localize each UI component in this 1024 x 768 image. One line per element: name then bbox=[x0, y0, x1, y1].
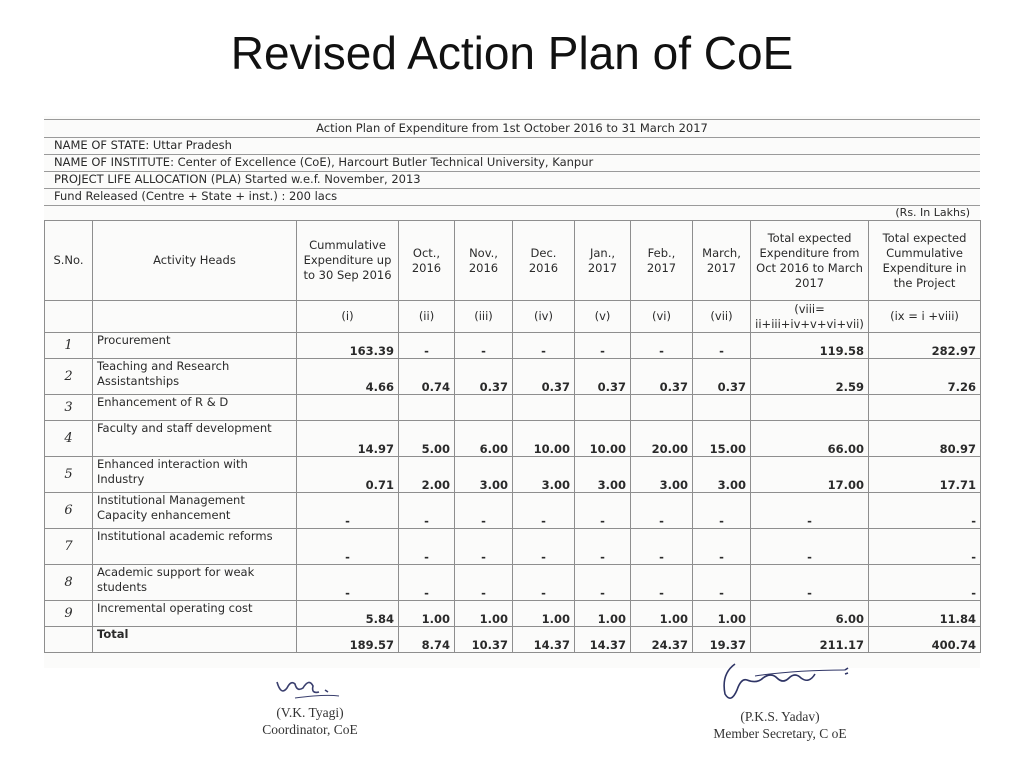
sub-sno bbox=[45, 301, 93, 333]
cell-total-cum: 7.26 bbox=[869, 359, 981, 395]
sub-dec: (iv) bbox=[513, 301, 575, 333]
col-jan: Jan., 2017 bbox=[575, 221, 631, 301]
cell-total-exp: - bbox=[751, 529, 869, 565]
total-row bbox=[45, 627, 981, 653]
row-activity: Incremental operating cost bbox=[93, 601, 297, 627]
table-row bbox=[45, 457, 981, 493]
cell-mar: - bbox=[693, 493, 751, 529]
row-activity: Academic support for weak students bbox=[93, 565, 297, 601]
cell-total-exp: 66.00 bbox=[751, 421, 869, 457]
cell-dec: - bbox=[513, 529, 575, 565]
cell-total-cum bbox=[869, 395, 981, 421]
cell-cum: 5.84 bbox=[297, 601, 399, 627]
cell-nov: - bbox=[455, 333, 513, 359]
sub-total-cum: (ix = i +viii) bbox=[869, 301, 981, 333]
cell-nov bbox=[455, 395, 513, 421]
cell-cum bbox=[297, 395, 399, 421]
total-label: Total bbox=[93, 627, 297, 653]
cell-jan bbox=[575, 395, 631, 421]
state-line bbox=[44, 137, 980, 155]
sub-nov: (iii) bbox=[455, 301, 513, 333]
cell-total-cum: - bbox=[869, 565, 981, 601]
cell-cum: 0.71 bbox=[297, 457, 399, 493]
total-cum: 189.57 bbox=[297, 627, 399, 653]
cell-total-exp: - bbox=[751, 565, 869, 601]
cell-cum: - bbox=[297, 565, 399, 601]
sub-feb: (vi) bbox=[631, 301, 693, 333]
document-heading-text: Action Plan of Expenditure from 1st October 2016 to 31 March 2017 bbox=[316, 121, 708, 135]
cell-mar: - bbox=[693, 565, 751, 601]
cell-nov: 0.37 bbox=[455, 359, 513, 395]
cell-jan: 0.37 bbox=[575, 359, 631, 395]
cell-oct: 0.74 bbox=[399, 359, 455, 395]
col-oct: Oct., 2016 bbox=[399, 221, 455, 301]
row-sno: 5 bbox=[45, 457, 93, 493]
cell-jan: 1.00 bbox=[575, 601, 631, 627]
cell-jan: 3.00 bbox=[575, 457, 631, 493]
cell-nov: - bbox=[455, 493, 513, 529]
cell-jan: - bbox=[575, 493, 631, 529]
cell-feb: 20.00 bbox=[631, 421, 693, 457]
col-feb: Feb., 2017 bbox=[631, 221, 693, 301]
row-activity: Institutional Management Capacity enhancement bbox=[93, 493, 297, 529]
cell-cum: 14.97 bbox=[297, 421, 399, 457]
scanned-document bbox=[44, 116, 980, 668]
signature-scribble-right bbox=[695, 658, 865, 708]
sub-mar: (vii) bbox=[693, 301, 751, 333]
cell-dec: 10.00 bbox=[513, 421, 575, 457]
cell-dec: - bbox=[513, 565, 575, 601]
cell-oct: 1.00 bbox=[399, 601, 455, 627]
row-activity: Teaching and Research Assistantships bbox=[93, 359, 297, 395]
cell-cum: - bbox=[297, 529, 399, 565]
cell-mar: 15.00 bbox=[693, 421, 751, 457]
cell-feb bbox=[631, 395, 693, 421]
fund-line bbox=[44, 188, 980, 206]
institute-line bbox=[44, 154, 980, 172]
col-mar: March, 2017 bbox=[693, 221, 751, 301]
state-text: NAME OF STATE: Uttar Pradesh bbox=[54, 138, 232, 152]
cell-total-exp: 2.59 bbox=[751, 359, 869, 395]
cell-total-cum: - bbox=[869, 529, 981, 565]
cell-total-cum: 17.71 bbox=[869, 457, 981, 493]
cell-dec: - bbox=[513, 333, 575, 359]
cell-mar: - bbox=[693, 529, 751, 565]
table-row bbox=[45, 395, 981, 421]
row-activity: Procurement bbox=[93, 333, 297, 359]
cell-oct: - bbox=[399, 529, 455, 565]
cell-oct: - bbox=[399, 333, 455, 359]
subheader-row bbox=[45, 301, 981, 333]
slide-title: Revised Action Plan of CoE bbox=[230, 27, 794, 79]
cell-total-exp: 119.58 bbox=[751, 333, 869, 359]
cell-mar: 3.00 bbox=[693, 457, 751, 493]
total-dec: 14.37 bbox=[513, 627, 575, 653]
cell-nov: - bbox=[455, 565, 513, 601]
cell-cum: - bbox=[297, 493, 399, 529]
table-row bbox=[45, 359, 981, 395]
row-sno: 3 bbox=[45, 395, 93, 421]
cell-mar: 1.00 bbox=[693, 601, 751, 627]
sub-total-exp: (viii= ii+iii+iv+v+vi+vii) bbox=[751, 301, 869, 333]
col-nov: Nov., 2016 bbox=[455, 221, 513, 301]
cell-total-cum: 80.97 bbox=[869, 421, 981, 457]
cell-jan: - bbox=[575, 333, 631, 359]
total-oct: 8.74 bbox=[399, 627, 455, 653]
pla-text: PROJECT LIFE ALLOCATION (PLA) Started w.e.f. November, 2013 bbox=[54, 172, 421, 186]
cell-jan: 10.00 bbox=[575, 421, 631, 457]
institute-text: NAME OF INSTITUTE: Center of Excellence (CoE), Harcourt Butler Technical University, Kanpur bbox=[54, 155, 594, 169]
cell-feb: 3.00 bbox=[631, 457, 693, 493]
sub-oct: (ii) bbox=[399, 301, 455, 333]
row-sno: 4 bbox=[45, 421, 93, 457]
cell-oct: - bbox=[399, 493, 455, 529]
sub-activity bbox=[93, 301, 297, 333]
row-activity: Institutional academic reforms bbox=[93, 529, 297, 565]
cell-feb: 0.37 bbox=[631, 359, 693, 395]
signature-block-right bbox=[680, 658, 880, 742]
cell-total-exp bbox=[751, 395, 869, 421]
signatory-right-title: Member Secretary, C oE bbox=[713, 726, 847, 741]
cell-nov: 6.00 bbox=[455, 421, 513, 457]
table-row bbox=[45, 529, 981, 565]
cell-dec bbox=[513, 395, 575, 421]
total-feb: 24.37 bbox=[631, 627, 693, 653]
cell-feb: 1.00 bbox=[631, 601, 693, 627]
cell-total-cum: - bbox=[869, 493, 981, 529]
cell-feb: - bbox=[631, 333, 693, 359]
total-sno bbox=[45, 627, 93, 653]
table-row bbox=[45, 421, 981, 457]
cell-total-exp: - bbox=[751, 493, 869, 529]
sub-jan: (v) bbox=[575, 301, 631, 333]
row-sno: 7 bbox=[45, 529, 93, 565]
row-activity: Enhancement of R & D bbox=[93, 395, 297, 421]
signature-block-left bbox=[240, 668, 380, 738]
cell-cum: 4.66 bbox=[297, 359, 399, 395]
total-total-cum: 400.74 bbox=[869, 627, 981, 653]
cell-oct: - bbox=[399, 565, 455, 601]
header-row bbox=[45, 221, 981, 301]
signatory-left-title: Coordinator, CoE bbox=[262, 722, 358, 737]
cell-dec: 0.37 bbox=[513, 359, 575, 395]
cell-dec: 3.00 bbox=[513, 457, 575, 493]
cell-feb: - bbox=[631, 493, 693, 529]
signatory-left-name: (V.K. Tyagi) bbox=[276, 705, 344, 720]
cell-feb: - bbox=[631, 565, 693, 601]
total-jan: 14.37 bbox=[575, 627, 631, 653]
expenditure-table bbox=[44, 220, 981, 653]
total-nov: 10.37 bbox=[455, 627, 513, 653]
signature-scribble-left bbox=[255, 668, 365, 704]
row-activity: Enhanced interaction with Industry bbox=[93, 457, 297, 493]
col-dec: Dec. 2016 bbox=[513, 221, 575, 301]
cell-dec: - bbox=[513, 493, 575, 529]
cell-oct: 5.00 bbox=[399, 421, 455, 457]
cell-nov: 3.00 bbox=[455, 457, 513, 493]
pla-line bbox=[44, 171, 980, 189]
row-sno: 6 bbox=[45, 493, 93, 529]
cell-total-cum: 11.84 bbox=[869, 601, 981, 627]
fund-text: Fund Released (Centre + State + inst.) : 200 lacs bbox=[54, 189, 338, 203]
row-sno: 9 bbox=[45, 601, 93, 627]
cell-jan: - bbox=[575, 529, 631, 565]
col-total-cum: Total expected Cummulative Expenditure in the Project bbox=[869, 221, 981, 301]
document-heading bbox=[44, 119, 980, 138]
row-sno: 1 bbox=[45, 333, 93, 359]
units-label: (Rs. In Lakhs) bbox=[895, 206, 970, 219]
row-sno: 2 bbox=[45, 359, 93, 395]
cell-mar: 0.37 bbox=[693, 359, 751, 395]
cell-total-cum: 282.97 bbox=[869, 333, 981, 359]
cell-oct bbox=[399, 395, 455, 421]
cell-jan: - bbox=[575, 565, 631, 601]
cell-feb: - bbox=[631, 529, 693, 565]
cell-nov: 1.00 bbox=[455, 601, 513, 627]
sub-cum: (i) bbox=[297, 301, 399, 333]
cell-cum: 163.39 bbox=[297, 333, 399, 359]
col-total-exp: Total expected Expenditure from Oct 2016 to March 2017 bbox=[751, 221, 869, 301]
table-row bbox=[45, 565, 981, 601]
col-activity: Activity Heads bbox=[93, 221, 297, 301]
cell-nov: - bbox=[455, 529, 513, 565]
row-sno: 8 bbox=[45, 565, 93, 601]
cell-mar: - bbox=[693, 333, 751, 359]
table-row bbox=[45, 493, 981, 529]
col-cum: Cummulative Expenditure up to 30 Sep 2016 bbox=[297, 221, 399, 301]
total-total-exp: 211.17 bbox=[751, 627, 869, 653]
row-activity: Faculty and staff development bbox=[93, 421, 297, 457]
total-mar: 19.37 bbox=[693, 627, 751, 653]
signatory-right-name: (P.K.S. Yadav) bbox=[740, 709, 820, 724]
col-sno: S.No. bbox=[45, 221, 93, 301]
cell-dec: 1.00 bbox=[513, 601, 575, 627]
table-row bbox=[45, 601, 981, 627]
table-row bbox=[45, 333, 981, 359]
cell-total-exp: 6.00 bbox=[751, 601, 869, 627]
cell-total-exp: 17.00 bbox=[751, 457, 869, 493]
cell-oct: 2.00 bbox=[399, 457, 455, 493]
cell-mar bbox=[693, 395, 751, 421]
